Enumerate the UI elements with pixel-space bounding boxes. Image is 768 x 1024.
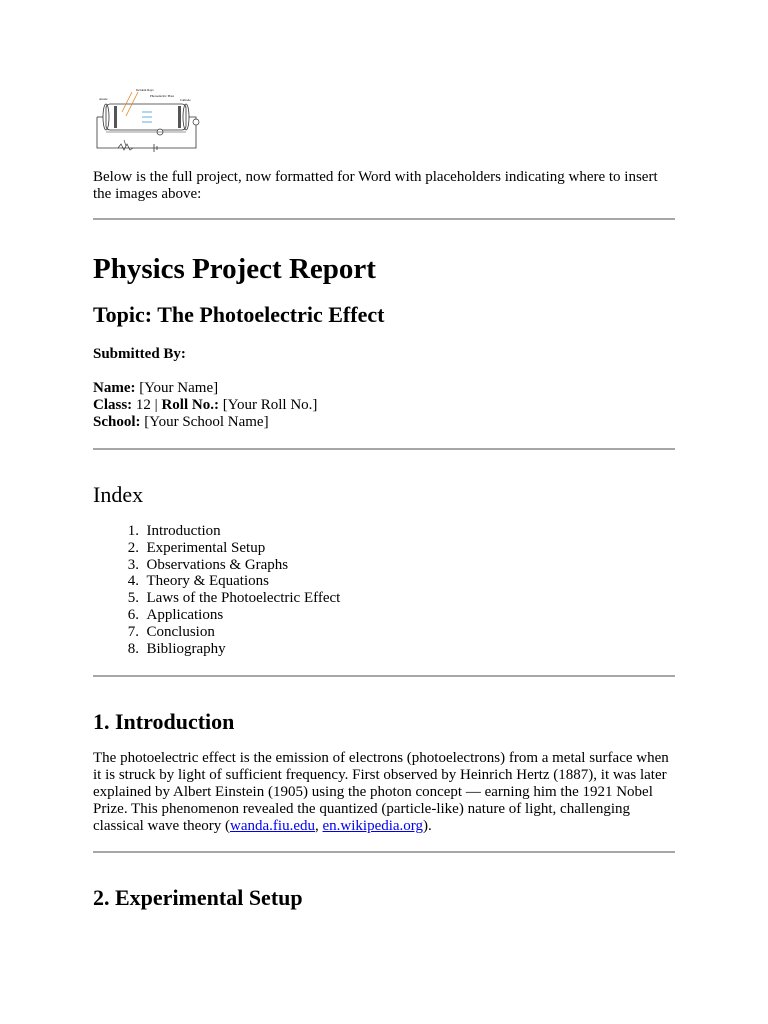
roll-value: [Your Roll No.] [218,397,318,413]
list-number: 8. [127,640,139,657]
list-label: Observations & Graphs [146,556,289,573]
list-label: Theory & Equations [146,573,269,590]
list-item [93,523,340,540]
name-label: Name: [93,380,136,396]
list-label: Applications [146,606,224,623]
list-number: 2. [127,539,139,556]
class-value: 12 | [132,397,162,413]
list-item [93,590,340,607]
list-item [93,607,340,624]
list-number: 4. [127,573,139,590]
list-item [93,573,340,590]
list-label: Introduction [146,523,221,539]
name-line [93,380,317,397]
paragraph-text-end: ). [423,818,432,834]
page-title: Physics Project Report [93,253,376,285]
roll-label: Roll No.: [161,397,219,413]
diagram-label-cathode: Cathode [180,98,191,102]
list-number: 7. [127,623,139,640]
school-line [93,414,317,431]
paragraph-separator: , [315,818,323,834]
diagram-label-anode: Anode [99,97,108,101]
divider [93,448,675,450]
divider [93,675,675,677]
list-label: Bibliography [146,640,226,657]
list-number: 5. [127,590,139,607]
paragraph-text: The photoelectric effect is the emission of electrons (photoelectrons) from a metal surface when it is struck by light of sufficient frequency. First observed by Heinrich Hertz (1887), it was later explained by Albert Einstein (1905) using the photon concept — earning him the 1921 Nobel Prize. This phenomenon revealed the quantized (particle-like) nature of light, challenging classical wave theory ( [93,750,669,834]
section-heading-introduction: 1. Introduction [93,709,235,734]
diagram-label-incident: Incident Rays [136,88,154,92]
school-label: School: [93,414,141,430]
list-label: Laws of the Photoelectric Effect [146,590,341,607]
photoelectric-setup-diagram [92,86,206,156]
list-item [93,641,340,658]
section-heading-experimental-setup: 2. Experimental Setup [93,885,303,910]
list-label: Conclusion [146,623,215,640]
list-item [93,624,340,641]
student-info [93,380,317,431]
diagram-label-plate: Photoelectric Plate [150,94,174,98]
intro-line: Below is the full project, now formatted for Word with placeholders indicating where to insert the images above: [93,169,658,202]
link-wanda-fiu[interactable]: wanda.fiu.edu [230,818,315,834]
name-value: [Your Name] [135,380,219,396]
link-wikipedia[interactable]: en.wikipedia.org [322,818,424,834]
divider [93,218,675,220]
list-number: 6. [127,606,139,623]
submitted-by-heading: Submitted By: [93,346,186,362]
index-list [93,523,340,657]
class-line [93,397,317,414]
list-item [93,557,340,574]
list-number: 1. [127,523,139,539]
list-item [93,540,340,557]
list-number: 3. [127,556,139,573]
list-label: Experimental Setup [146,539,266,556]
divider [93,851,675,853]
topic-heading: Topic: The Photoelectric Effect [93,302,385,327]
index-heading: Index [93,482,144,507]
class-label: Class: [93,397,133,413]
introduction-paragraph [93,750,678,835]
school-value: [Your School Name] [140,414,269,430]
